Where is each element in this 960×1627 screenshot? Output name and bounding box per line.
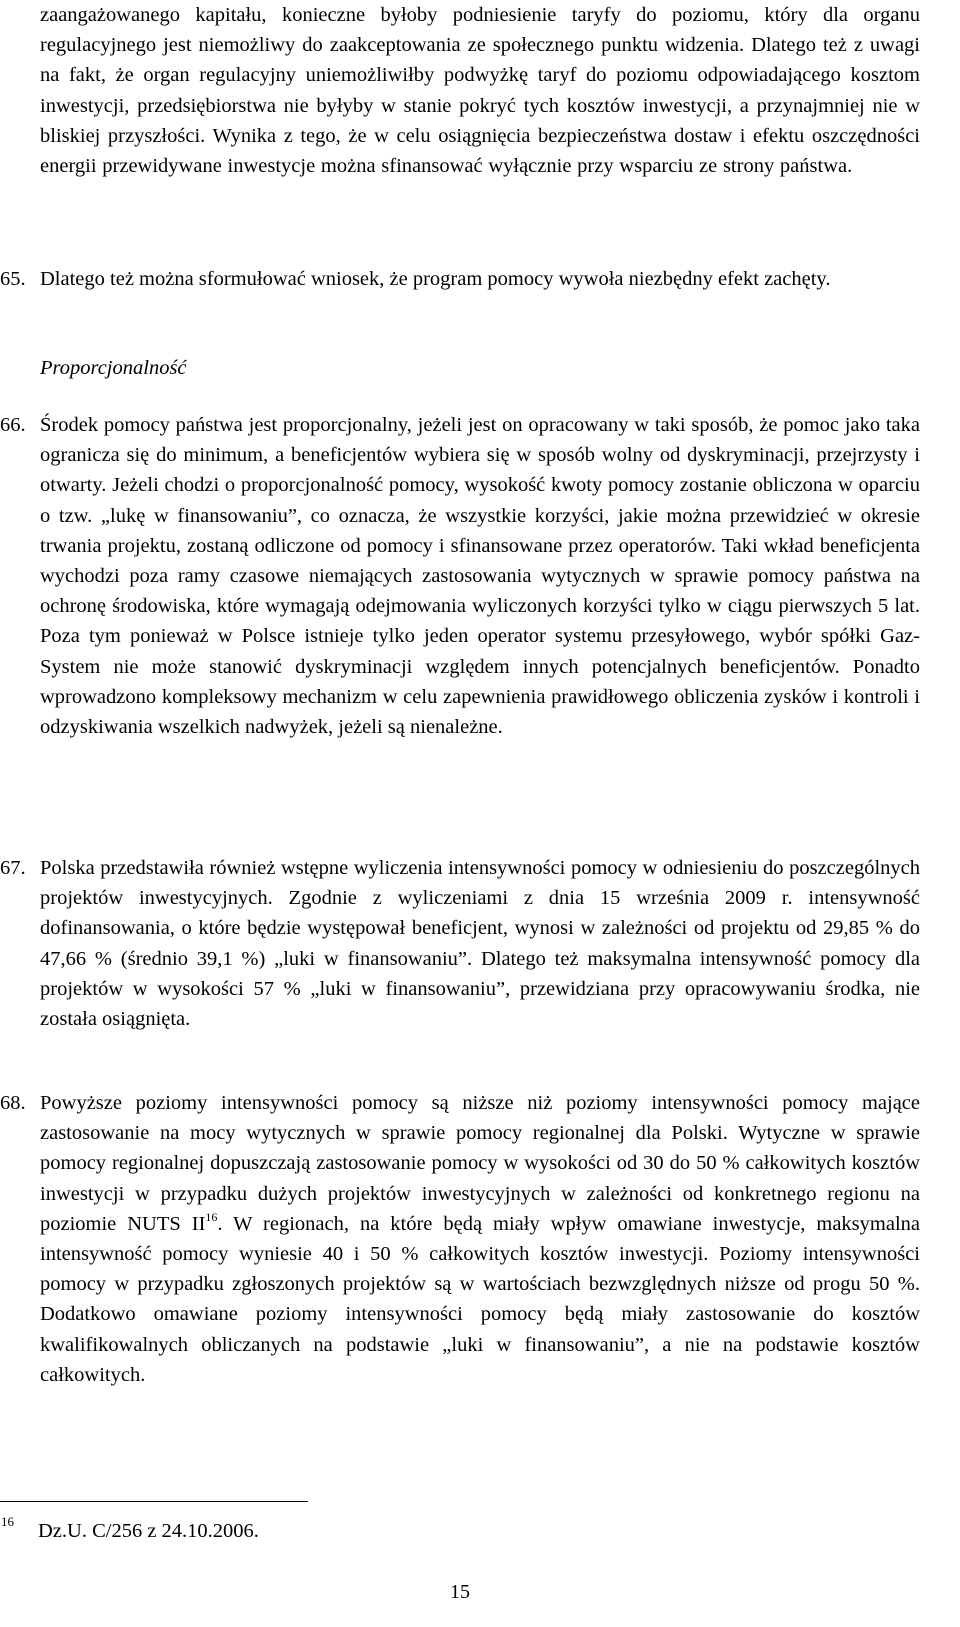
paragraph-number: 66. xyxy=(0,414,26,436)
text-after-footnote-ref: . W regionach, na które będą miały wpływ omawiane inwestycje, maksymalna intensywność pomocy wyniesie 40 i 50 % całkowitych kosztów inwestycji. Poziomy intensywności pomocy w przypadku zgłoszonych projektów są w wartościach bezwzględnych niższe od progu 50 %. Dodatkowo omawiane poziomy intensywności pomocy będą miały zastosowanie do kosztów kwalifikowalnych obliczanych na podstawie „luki w finansowaniu”, a nie na podstawie kosztów całkowitych. xyxy=(40,1212,920,1386)
paragraph-text xyxy=(40,1088,920,1390)
paragraph-66 xyxy=(0,410,920,742)
text-before-footnote-ref: Powyższe poziomy intensywności pomocy są niższe niż poziomy intensywności pomocy mające zastosowanie na mocy wytycznych w sprawie pomocy regionalnej dla Polski. Wytyczne w sprawie pomocy regionalnej dopuszczają zastosowanie pomocy w wysokości od 30 do 50 % całkowitych kosztów inwestycji w przypadku dużych projektów inwestycyjnych w zależności od konkretnego regionu na poziomie NUTS II xyxy=(40,1092,920,1235)
paragraph-number: 65. xyxy=(0,268,26,290)
footnote-reference[interactable]: 16 xyxy=(205,1209,218,1224)
continuation-paragraph: zaangażowanego kapitału, konieczne byłoby podniesienie taryfy do poziomu, który dla organu regulacyjnego jest niemożliwy do zaakceptowania ze społecznego punktu widzenia. Dlatego też z uwagi na fakt, że organ regulacyjny uniemożliwiłby podwyżkę taryf do poziomu odpowiadającego kosztom inwestycji, przedsiębiorstwa nie byłyby w stanie pokryć tych kosztów inwestycji, a przynajmniej nie w bliskiej przyszłości. Wynika z tego, że w celu osiągnięcia bezpieczeństwa dostaw i efektu oszczędności energii przewidywane inwestycje można sfinansować wyłącznie przy wsparciu ze strony państwa. xyxy=(40,4,920,178)
footnote-text: Dz.U. C/256 z 24.10.2006. xyxy=(38,1520,259,1542)
paragraph-number: 67. xyxy=(0,857,26,879)
page-number: 15 xyxy=(450,1581,470,1603)
footnote-separator xyxy=(0,1501,308,1502)
paragraph-67 xyxy=(0,853,920,1034)
paragraph-text: Polska przedstawiła również wstępne wyliczenia intensywności pomocy w odniesieniu do poszczególnych projektów inwestycyjnych. Zgodnie z wyliczeniami z dnia 15 września 2009 r. intensywność dofinansowania, o które będzie występował beneficjent, wynosi w zależności od projektu od 29,85 % do 47,66 % (średnio 39,1 %) „luki w finansowaniu”. Dlatego też maksymalna intensywność pomocy dla projektów w wysokości 57 % „luki w finansowaniu”, przewidziana przy opracowywaniu środka, nie została osiągnięta. xyxy=(40,857,920,1031)
paragraph-text: Środek pomocy państwa jest proporcjonalny, jeżeli jest on opracowany w taki sposób, że pomoc jako taka ogranicza się do minimum, a beneficjentów wybiera się w sposób wolny od dyskryminacji, przejrzysty i otwarty. Jeżeli chodzi o proporcjonalność pomocy, wysokość kwoty pomocy zostanie obliczona w oparciu o tzw. „lukę w finansowaniu”, co oznacza, że wszystkie korzyści, jakie można przewidzieć w okresie trwania projektu, zostaną odliczone od pomocy i sfinansowane przez operatorów. Taki wkład beneficjenta wychodzi poza ramy czasowe niemających zastosowania wytycznych w sprawie pomocy państwa na ochronę środowiska, które wymagają odejmowania wyliczonych korzyści tylko w ciągu pierwszych 5 lat. Poza tym ponieważ w Polsce istnieje tylko jeden operator systemu przesyłowego, wybór spółki Gaz-System nie może stanowić dyskryminacji względem innych potencjalnych beneficjentów. Ponadto wprowadzono kompleksowy mechanizm w celu zapewnienia prawidłowego obliczenia zysków i kontroli i odzyskiwania wszelkich nadwyżek, jeżeli są nienależne. xyxy=(40,414,920,739)
section-heading: Proporcjonalność xyxy=(40,357,187,379)
footnote-marker: 16 xyxy=(1,1514,14,1529)
paragraph-65 xyxy=(0,264,920,294)
paragraph-number: 68. xyxy=(0,1092,26,1114)
paragraph-68 xyxy=(0,1088,920,1390)
paragraph-text: Dlatego też można sformułować wniosek, że program pomocy wywoła niezbędny efekt zachęty. xyxy=(40,268,831,290)
